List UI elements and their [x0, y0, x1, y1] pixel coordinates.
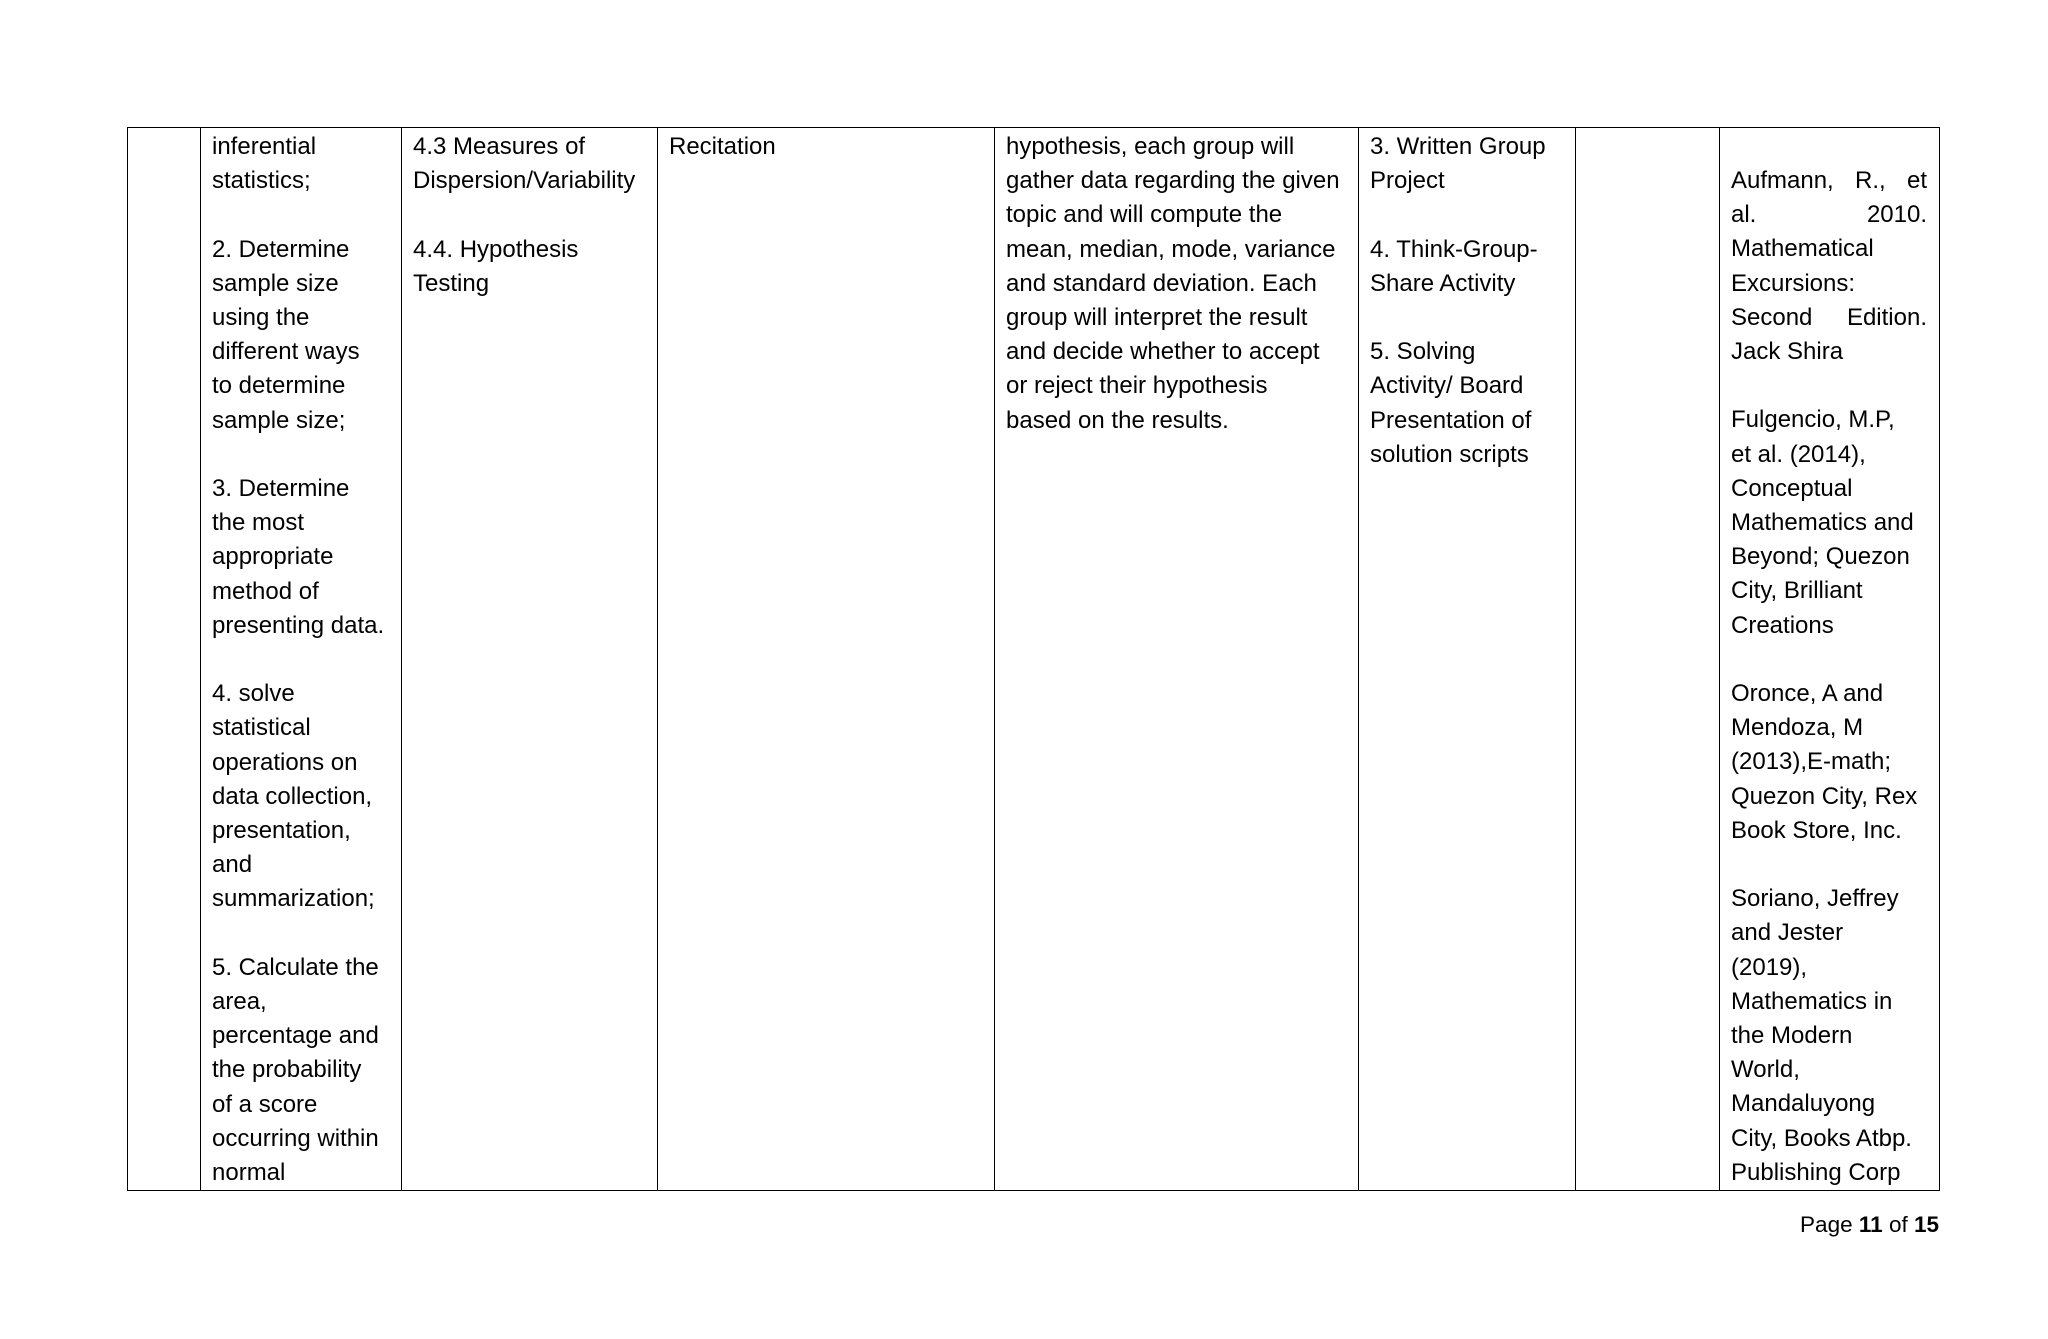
topic-item: 4.4. Hypothesis Testing — [413, 235, 579, 297]
page-number — [1800, 1210, 1939, 1240]
total-pages: 15 — [1913, 1212, 1939, 1237]
syllabus-table — [127, 127, 1940, 1191]
assessment-item: 4. Think-Group- Share Activity — [1370, 235, 1538, 297]
topic-item: 4.3 Measures of Dispersion/Variability — [413, 133, 636, 195]
reference-item: Aufmann, R., et al. 2010. Mathematical Excursions: Second Edition. Jack Shira — [1731, 167, 1927, 366]
page-label: Page — [1800, 1212, 1853, 1237]
of-label: of — [1888, 1212, 1908, 1237]
reference-item: Fulgencio, M.P, et al. (2014), Conceptual Mathematics and Beyond; Quezon City, Brilliant Creations — [1731, 406, 1914, 639]
references-cell — [1720, 128, 1940, 1191]
objective-item: 2. Determine sample size using the different ways to determine sample size; — [212, 235, 360, 434]
table-row — [128, 128, 1940, 1191]
activity-text: hypothesis, each group will gather data regarding the given topic and will compute the mean, median, mode, variance and standard deviation. Each group will interpret the result and decide whether to accept or reject their hypothesis based on the results. — [1006, 133, 1340, 434]
objective-item: 5. Calculate the area, percentage and the probability of a score occurring within normal — [212, 953, 379, 1187]
assessment-cell — [1359, 128, 1576, 1191]
topics-cell — [402, 128, 658, 1191]
reference-item: Soriano, Jeffrey and Jester (2019), Mathematics in the Modern World, Mandaluyong City, Books Atbp. Publishing Corp — [1731, 885, 1912, 1186]
reference-item: Oronce, A and Mendoza, M (2013),E-math; Quezon City, Rex Book Store, Inc. — [1731, 680, 1918, 844]
method-text: Recitation — [669, 133, 776, 160]
objective-item: 3. Determine the most appropriate method of presenting data. — [212, 475, 385, 639]
blank-cell-left — [128, 128, 201, 1191]
blank-cell-right — [1576, 128, 1720, 1191]
activity-cell — [995, 128, 1359, 1191]
objectives-cell — [201, 128, 402, 1191]
assessment-item: 5. Solving Activity/ Board Presentation of solution scripts — [1370, 338, 1532, 468]
current-page: 11 — [1858, 1212, 1883, 1237]
objective-item: inferential statistics; — [212, 133, 317, 195]
assessment-item: 3. Written Group Project — [1370, 133, 1546, 195]
method-cell — [658, 128, 995, 1191]
objective-item: 4. solve statistical operations on data collection, presentation, and summarization; — [212, 680, 375, 913]
